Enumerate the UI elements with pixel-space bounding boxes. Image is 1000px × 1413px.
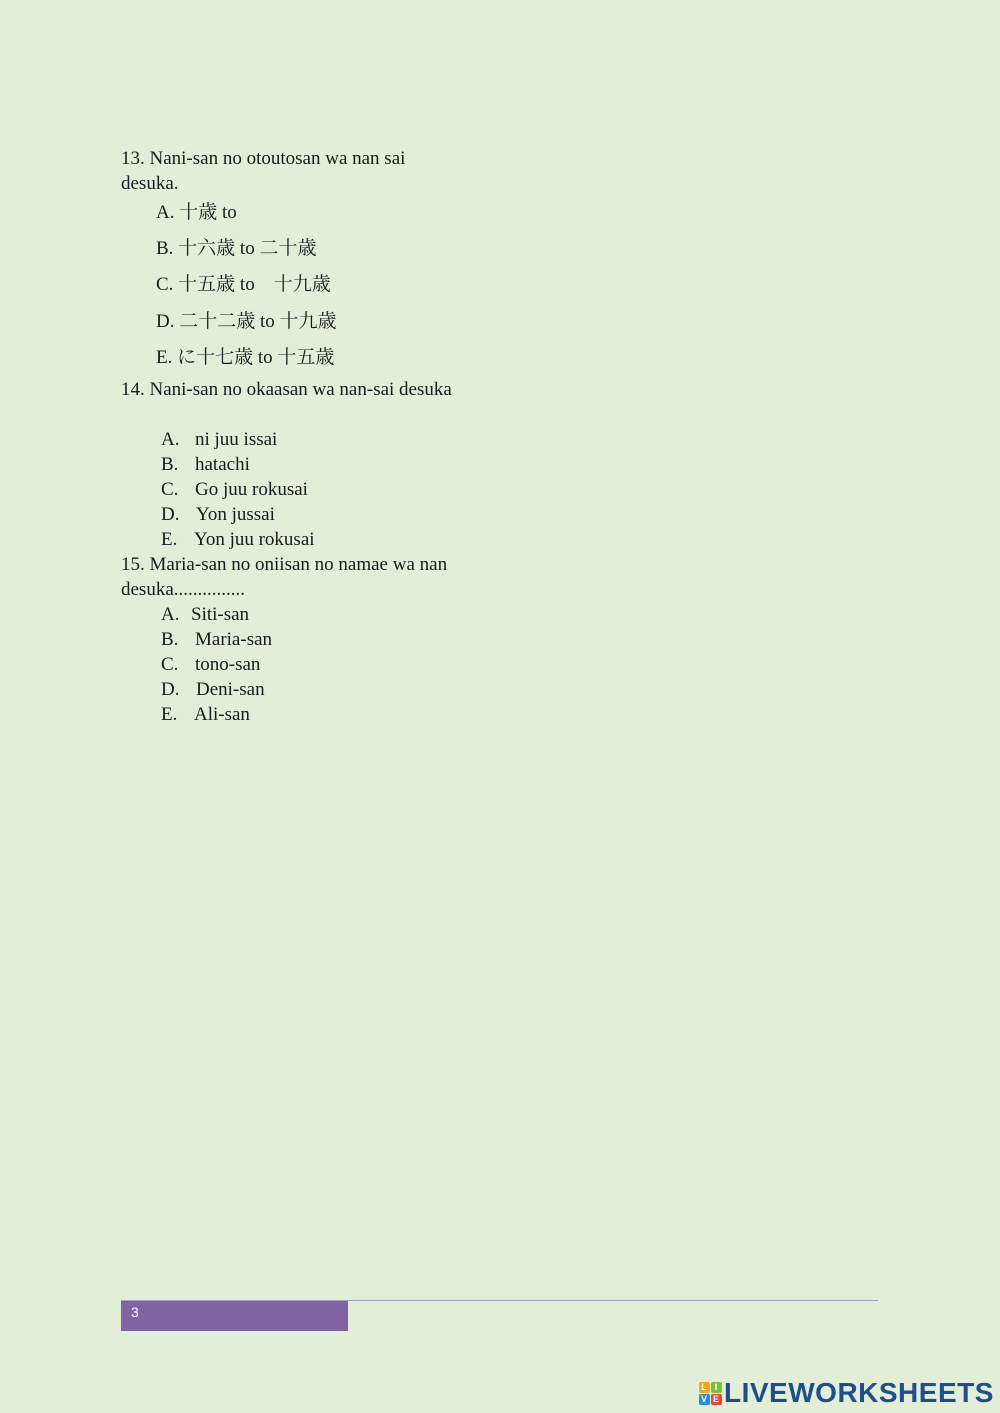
option-text: Maria-san xyxy=(195,629,273,650)
liveworksheets-wordmark: LIVEWORKSHEETS xyxy=(724,1377,994,1408)
logo-letter-v: V xyxy=(699,1394,710,1405)
option-text: tono-san xyxy=(195,654,261,675)
option-letter: B. xyxy=(161,454,179,475)
liveworksheets-logo-icon xyxy=(698,1381,722,1405)
page-number: 3 xyxy=(131,1304,139,1320)
question-15-text: 15. Maria-san no oniisan no namae wa nan desuka............... xyxy=(121,554,448,600)
option-letter: D. xyxy=(161,679,180,700)
question-14-option-e xyxy=(161,527,315,552)
question-13-option-c: C. 十五歳 to 十九歳 xyxy=(156,274,331,295)
option-letter: C. xyxy=(161,654,179,675)
question-14-option-d xyxy=(161,502,275,527)
question-14-option-c xyxy=(161,477,308,502)
question-15-option-b xyxy=(161,627,272,652)
question-15-option-a xyxy=(161,602,249,627)
option-letter: D. xyxy=(161,504,180,525)
question-13-option-b: B. 十六歳 to 二十歳 xyxy=(156,238,317,259)
question-14-option-a xyxy=(161,427,277,452)
option-letter: A. xyxy=(161,604,180,625)
option-text: Yon juu rokusai xyxy=(194,529,315,550)
option-letter: C. xyxy=(161,479,179,500)
question-14-text: 14. Nani-san no okaasan wa nan-sai desuka xyxy=(121,379,452,400)
question-14-option-b xyxy=(161,452,250,477)
option-letter: E. xyxy=(161,529,178,550)
logo-letter-e: E xyxy=(711,1394,722,1405)
question-15-option-c xyxy=(161,652,260,677)
logo-letter-i: I xyxy=(711,1382,722,1393)
option-text: Siti-san xyxy=(191,604,250,625)
liveworksheets-brand[interactable] xyxy=(698,1378,994,1408)
option-text: Go juu rokusai xyxy=(195,479,308,500)
option-letter: B. xyxy=(161,629,179,650)
option-letter: E. xyxy=(161,704,178,725)
option-text: ni juu issai xyxy=(195,429,278,450)
question-15-option-d xyxy=(161,677,265,702)
question-15-option-e xyxy=(161,702,250,727)
option-text: hatachi xyxy=(195,454,250,475)
option-text: Yon jussai xyxy=(196,504,275,525)
question-13-option-e: E. に十七歳 to 十五歳 xyxy=(156,347,335,368)
option-text: Ali-san xyxy=(194,704,250,725)
question-13-option-a: A. 十歳 to xyxy=(156,202,237,223)
question-13-option-d: D. 二十二歳 to 十九歳 xyxy=(156,311,337,332)
page-number-box xyxy=(121,1301,348,1331)
option-letter: A. xyxy=(161,429,180,450)
option-text: Deni-san xyxy=(196,679,265,700)
question-13-text: 13. Nani-san no otoutosan wa nan sai desuka. xyxy=(121,148,406,194)
logo-letter-l: L xyxy=(699,1382,710,1393)
